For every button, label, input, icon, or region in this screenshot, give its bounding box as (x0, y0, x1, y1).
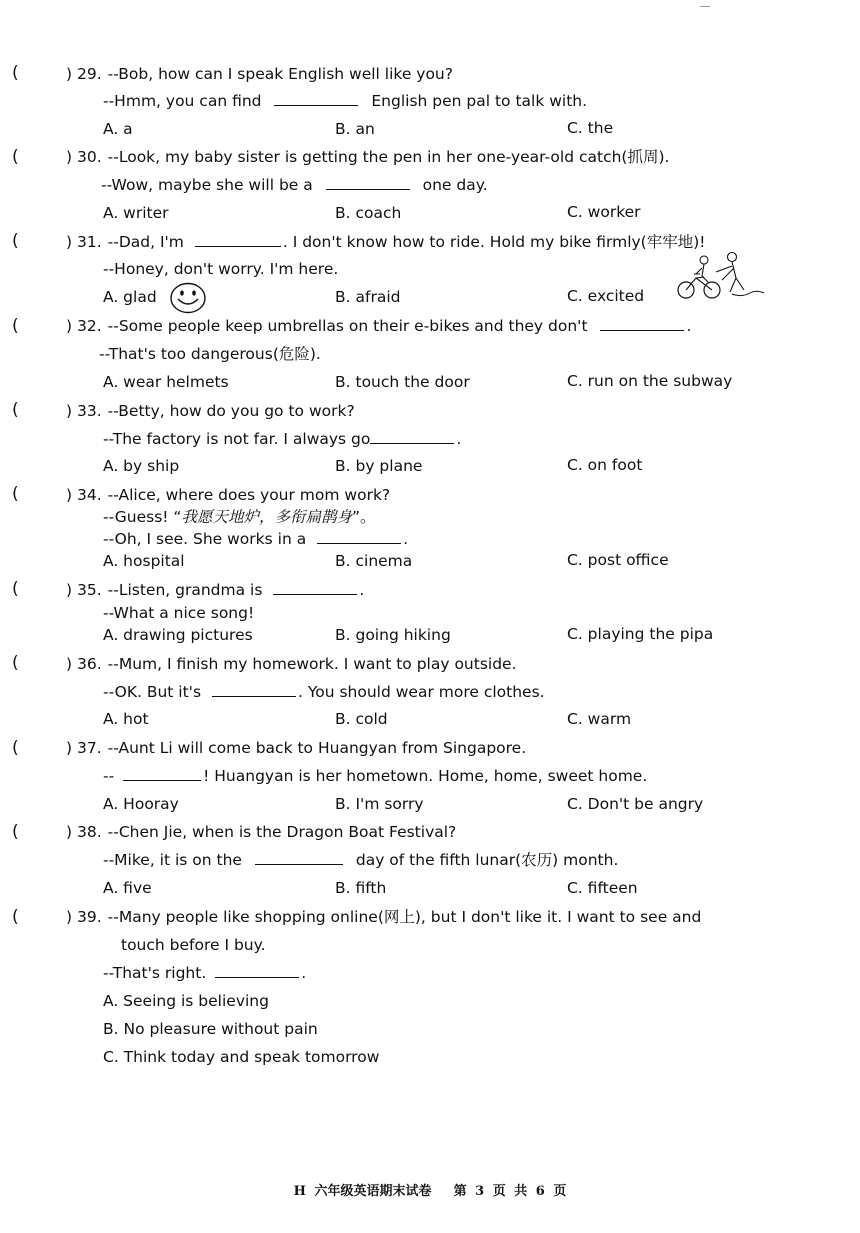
question-34: ) 34. --Alice, where does your mom work? (66, 486, 391, 504)
question-38: ) 38. --Chen Jie, when is the Dragon Boat Festival? (66, 823, 457, 841)
answer-paren: ( (12, 63, 19, 83)
option-b: B. I'm sorry (335, 795, 424, 813)
scan-mark (700, 6, 710, 7)
answer-blank (317, 529, 401, 544)
option-a: A. five (103, 879, 152, 897)
question-31-reply: --Honey, don't worry. I'm here. (103, 260, 339, 278)
option-c: C. worker (567, 203, 641, 221)
question-35: ) 35. --Listen, grandma is . (66, 581, 365, 599)
option-a: A. Seeing is believing (103, 992, 269, 1010)
answer-blank (255, 850, 343, 865)
option-c: C. excited (567, 287, 645, 305)
question-32: ) 32. --Some people keep umbrellas on their e-bikes and they don't . (66, 317, 692, 335)
answer-paren: ( (12, 231, 19, 251)
option-a: A. drawing pictures (103, 626, 253, 644)
question-31: ) 31. --Dad, I'm . I don't know how to ride. Hold my bike firmly(牢牢地)! (66, 233, 706, 251)
option-b: B. an (335, 120, 375, 138)
option-a: A. Hooray (103, 795, 179, 813)
question-39-cont: touch before I buy. (121, 936, 266, 954)
smiley-face-icon (169, 282, 207, 314)
question-34-reply-2: --Oh, I see. She works in a . (103, 530, 409, 548)
answer-blank (212, 682, 296, 697)
answer-paren: ( (12, 738, 19, 758)
option-c: C. Don't be angry (567, 795, 704, 813)
question-36: ) 36. --Mum, I finish my homework. I want to play outside. (66, 655, 517, 673)
answer-blank (195, 232, 281, 247)
answer-paren: ( (12, 907, 19, 927)
option-c: C. warm (567, 710, 632, 728)
question-39-reply: --That's right. . (103, 964, 307, 982)
question-38-reply: --Mike, it is on the day of the fifth lunar(农历) month. (103, 851, 619, 869)
answer-paren: ( (12, 579, 19, 599)
option-b: B. cold (335, 710, 388, 728)
father-child-bike-icon (672, 250, 768, 302)
answer-paren: ( (12, 147, 19, 167)
option-b: B. coach (335, 204, 402, 222)
option-a: A. by ship (103, 457, 180, 475)
question-36-reply: --OK. But it's . You should wear more clothes. (103, 683, 545, 701)
option-c: C. post office (567, 551, 669, 569)
option-b: B. No pleasure without pain (103, 1020, 318, 1038)
question-35-reply: --What a nice song! (103, 604, 255, 622)
question-37: ) 37. --Aunt Li will come back to Huangyan from Singapore. (66, 739, 527, 757)
question-30-reply: --Wow, maybe she will be a one day. (101, 176, 488, 194)
option-b: B. fifth (335, 879, 387, 897)
question-39: ) 39. --Many people like shopping online(网上), but I don't like it. I want to see and (66, 908, 702, 926)
answer-blank (600, 316, 684, 331)
option-c: C. fifteen (567, 879, 638, 897)
answer-blank (274, 91, 358, 106)
answer-paren: ( (12, 400, 19, 420)
option-c: C. playing the pipa (567, 625, 714, 643)
option-c: C. on foot (567, 456, 643, 474)
option-a: A. wear helmets (103, 373, 229, 391)
option-a: A. a (103, 120, 133, 138)
answer-blank (123, 766, 201, 781)
question-32-reply: --That's too dangerous(危险). (99, 345, 321, 363)
option-b: B. cinema (335, 552, 413, 570)
option-b: B. by plane (335, 457, 423, 475)
question-33-reply: --The factory is not far. I always go . (103, 430, 462, 448)
page-footer: H 六年级英语期末试卷 第 3 页 共 6 页 (293, 1184, 567, 1199)
question-29: ) 29. --Bob, how can I speak English well like you? (66, 65, 453, 83)
option-c: C. run on the subway (567, 372, 733, 390)
answer-blank (215, 963, 299, 978)
option-b: B. afraid (335, 288, 401, 306)
option-a: A. writer (103, 204, 169, 222)
answer-paren: ( (12, 653, 19, 673)
question-33: ) 33. --Betty, how do you go to work? (66, 402, 355, 420)
answer-paren: ( (12, 316, 19, 336)
answer-blank (370, 429, 454, 444)
answer-paren: ( (12, 484, 19, 504)
option-b: B. touch the door (335, 373, 470, 391)
option-a: A. glad (103, 288, 157, 306)
question-30: ) 30. --Look, my baby sister is getting the pen in her one-year-old catch(抓周). (66, 148, 670, 166)
question-34-reply: --Guess! “我愿天地炉，多衔扁鹊身”。 (103, 508, 376, 526)
question-37-reply: -- ! Huangyan is her hometown. Home, home, sweet home. (103, 767, 648, 785)
question-29-reply: --Hmm, you can find English pen pal to talk with. (103, 92, 588, 110)
answer-blank (273, 580, 357, 595)
option-a: A. hospital (103, 552, 185, 570)
option-c: C. the (567, 119, 614, 137)
option-b: B. going hiking (335, 626, 451, 644)
option-c: C. Think today and speak tomorrow (103, 1048, 380, 1066)
answer-blank (326, 175, 410, 190)
answer-paren: ( (12, 822, 19, 842)
option-a: A. hot (103, 710, 149, 728)
